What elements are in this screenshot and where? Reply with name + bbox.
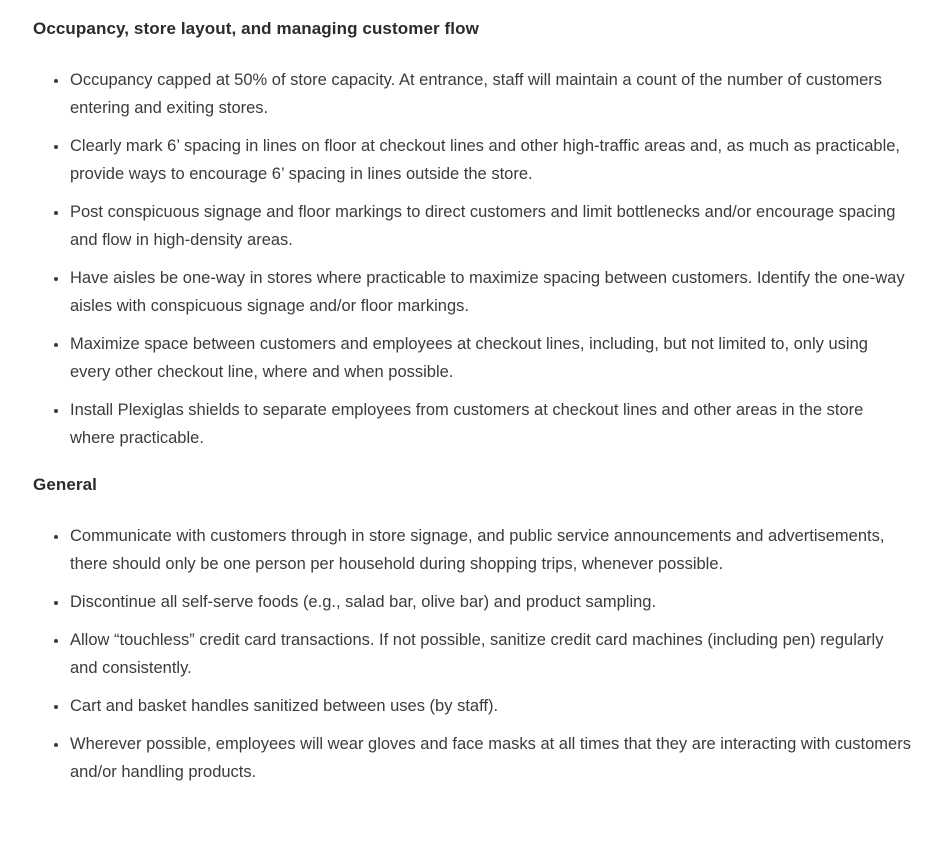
section-heading-occupancy: Occupancy, store layout, and managing customer flow <box>33 19 479 38</box>
list-item: • Communicate with customers through in store signage, and public service announcements and advertisements, there should only be one person per household during shopping trips, whenever possible. <box>69 522 911 578</box>
section-heading-general: General <box>33 475 98 494</box>
occupancy-bullet-list <box>33 66 912 452</box>
list-item: • Allow “touchless” credit card transactions. If not possible, sanitize credit card machines (including pen) regularly and consistently. <box>69 626 911 682</box>
list-item: • Have aisles be one-way in stores where practicable to maximize spacing between customers. Identify the one-way aisles with conspicuous signage and/or floor markings. <box>69 264 911 320</box>
general-bullet-list <box>33 522 912 786</box>
list-item: • Wherever possible, employees will wear gloves and face masks at all times that they are interacting with customers and/or handling products. <box>69 730 911 786</box>
list-item: • Install Plexiglas shields to separate employees from customers at checkout lines and other areas in the store where practicable. <box>69 396 911 452</box>
list-item: • Cart and basket handles sanitized between uses (by staff). <box>69 692 911 720</box>
section-occupancy-store-layout <box>33 17 912 452</box>
list-item: • Occupancy capped at 50% of store capacity. At entrance, staff will maintain a count of the number of customers entering and exiting stores. <box>69 66 911 122</box>
list-item: • Maximize space between customers and employees at checkout lines, including, but not limited to, only using every other checkout line, where and when possible. <box>69 330 911 386</box>
section-general <box>33 473 912 786</box>
list-item: • Clearly mark 6’ spacing in lines on floor at checkout lines and other high-traffic areas and, as much as practicable, provide ways to encourage 6’ spacing in lines outside the store. <box>69 132 911 188</box>
list-item: • Discontinue all self-serve foods (e.g., salad bar, olive bar) and product sampling. <box>69 588 911 616</box>
list-item: • Post conspicuous signage and floor markings to direct customers and limit bottlenecks and/or encourage spacing and flow in high-density areas. <box>69 198 911 254</box>
